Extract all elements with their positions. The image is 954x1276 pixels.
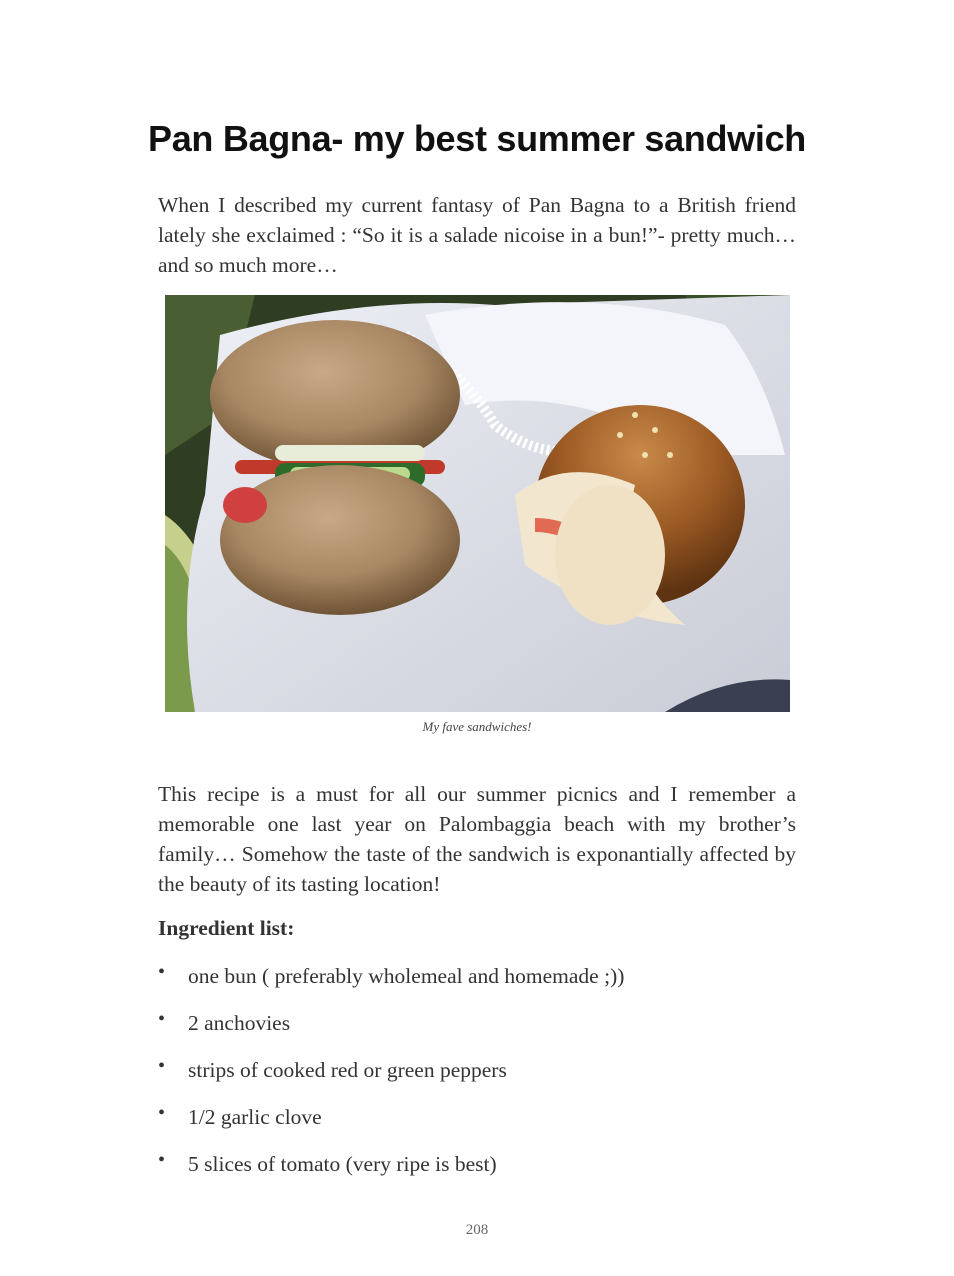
list-item xyxy=(158,960,798,1007)
bullet-icon: • xyxy=(158,1149,166,1171)
ingredient-heading: Ingredient list: xyxy=(158,916,295,940)
bullet-icon: • xyxy=(158,1008,166,1030)
body-paragraph: This recipe is a must for all our summer picnics and I remember a memorable one last year on Palombaggia beach with my brother’s family… Somehow the taste of the sandwich is exponantially affected by the beauty of its tasting location! xyxy=(158,782,796,896)
ingredient-text: 5 slices of tomato (very ripe is best) xyxy=(188,1152,497,1176)
bullet-icon: • xyxy=(158,1055,166,1077)
list-item xyxy=(158,1054,798,1101)
intro-paragraph: When I described my current fantasy of Pan Bagna to a British friend lately she exclaimed : “So it is a salade nicoise in a bun!”- pretty much… and so much more… xyxy=(158,193,796,277)
bullet-icon: • xyxy=(158,1102,166,1124)
ingredient-text: strips of cooked red or green peppers xyxy=(188,1058,507,1082)
list-item xyxy=(158,1007,798,1054)
list-item xyxy=(158,1148,798,1195)
bullet-icon: • xyxy=(158,961,166,983)
ingredient-list xyxy=(158,960,798,1195)
ingredient-text: one bun ( preferably wholemeal and homemade ;)) xyxy=(188,964,625,988)
page-title: Pan Bagna- my best summer sandwich xyxy=(148,118,806,159)
sandwich-photo xyxy=(165,295,790,712)
figure-caption: My fave sandwiches! xyxy=(422,719,532,734)
ingredient-text: 2 anchovies xyxy=(188,1011,291,1035)
ingredient-text: 1/2 garlic clove xyxy=(188,1105,322,1129)
list-item xyxy=(158,1101,798,1148)
page-number: 208 xyxy=(465,1222,489,1238)
